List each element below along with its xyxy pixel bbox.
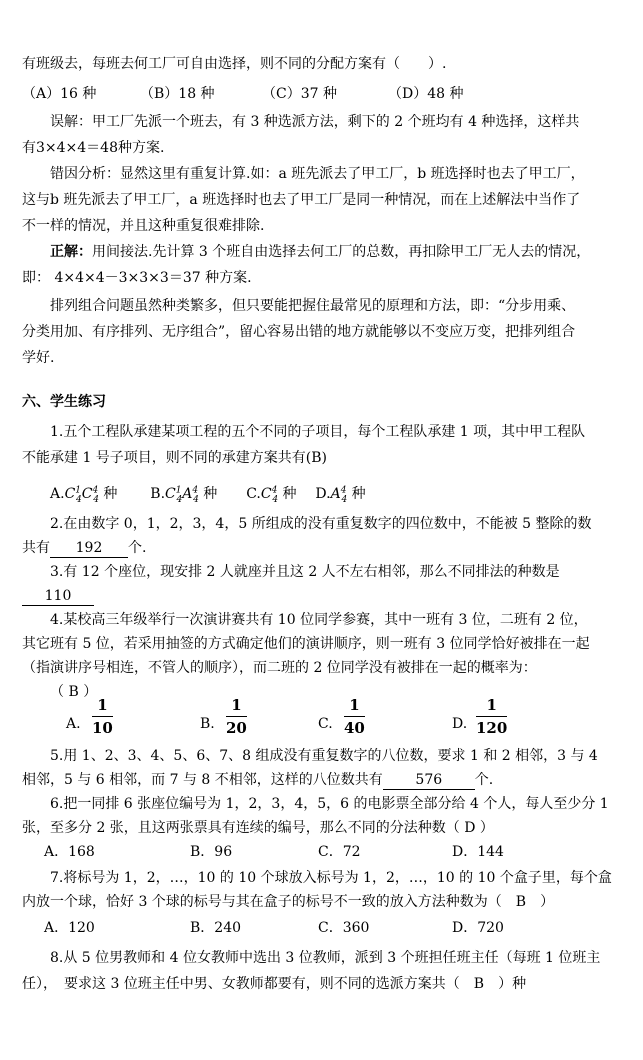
q1-option-b: $B.C^1_4A^4_4$ 种	[150, 485, 218, 505]
question-3-line	[22, 584, 94, 608]
q4-option-b-fraction: 1 20	[226, 696, 247, 737]
q4-option-d-fraction: 1 120	[476, 696, 508, 737]
error-analysis-line: 不一样的情况，并且这种重复很难排除.	[22, 218, 265, 234]
question-4-line: （指演讲序号相连，不管人的顺序），而二班的 2 位同学没有被排在一起的概率为：	[22, 660, 537, 676]
question-5-line: 5.用 1、2、3、4、5、6、7、8 组成没有重复数字的八位数，要求 1 和 2 相邻，3 与 4	[50, 748, 598, 764]
q6-option-b: B．96	[190, 844, 233, 860]
question-8-line: 任）， 要求这 3 位班主任中男、女教师都要有，则不同的选派方案共（ B ）种	[22, 976, 527, 992]
correct-solution-text: 用间接法.先计算 3 个班自由选择去何工厂的总数，再扣除甲工厂无人去的情况，	[92, 244, 591, 260]
problem-text-line: 有班级去，每班去何工厂可自由选择，则不同的分配方案有（ ）.	[22, 56, 447, 72]
q7-option-d: D．720	[452, 920, 504, 936]
summary-line: 分类用加、有序排列、无序组合”，留心容易出错的地方就能够以不变应万变，把排列组合	[22, 324, 576, 340]
question-7-line: 内放一个球，恰好 3 个球的标号与其在盒子的标号不一致的放入方法种数为（ B ）	[22, 894, 555, 910]
option-d: （D）48 种	[388, 86, 464, 102]
question-5-line: 相邻，5 与 6 相邻，而 7 与 8 不相邻，这样的八位数共有 576 个.	[22, 772, 494, 788]
q4-option-b-label: B.	[200, 716, 215, 732]
section-title: 六、学生练习	[22, 394, 106, 410]
misconception-line	[50, 110, 579, 134]
question-4-line: 4.某校高三年级举行一次演讲赛共有 10 位同学参赛，其中一班有 3 位，二班有 2 位，	[50, 612, 588, 628]
q6-option-a: A．168	[44, 844, 95, 860]
option-a: （A）16 种	[22, 86, 97, 102]
q5-answer-blank: 576	[383, 771, 475, 790]
question-6-line: 6.把一同排 6 张座位编号为 1，2，3，4，5，6 的电影票全部分给 4 个人，每人至少分 1	[50, 796, 609, 812]
question-3-line: 3.有 12 个座位，现安排 2 人就座并且这 2 人不左右相邻，那么不同排法的种数是	[50, 564, 560, 580]
misconception-line: 有3×4×4＝48种方案.	[22, 140, 165, 156]
error-analysis-line: 错因分析：显然这里有重复计算.如：a 班先派去了甲工厂，b 班选择时也去了甲工厂，	[50, 166, 585, 182]
option-b: （B）18 种	[140, 86, 215, 102]
q4-option-c-label: C.	[318, 716, 333, 732]
q1-option-c: $C.C^4_4$ 种	[246, 485, 297, 505]
question-1-line: 不能承建 1 号子项目，则不同的承建方案共有(B)	[22, 450, 328, 466]
question-4-line: 其它班有 5 位，若采用抽签的方式确定他们的演讲顺序，则一班有 3 位同学恰好被排在一起	[22, 636, 590, 652]
q4-option-c-fraction: 1 40	[344, 696, 365, 737]
question-1-options	[50, 482, 366, 506]
question-2-line: 共有 192 个.	[22, 540, 147, 556]
summary-line: 排列组合问题虽然种类繁多，但只要能把握住最常见的原理和方法，即：“分步用乘、	[50, 298, 576, 314]
question-6-line: 张，至多分 2 张，且这两张票具有连续的编号，那么不同的分法种数（ D ）	[22, 820, 494, 836]
q3-answer-blank: 110	[22, 587, 94, 606]
q1-option-a: $A.C^1_4C^4_4$ 种	[50, 485, 118, 505]
q4-option-a-fraction: 1 10	[92, 696, 113, 737]
question-2-line: 2.在由数字 0，1，2，3，4，5 所组成的没有重复数字的四位数中，不能被 5 整除的数	[50, 516, 592, 532]
misconception-label: 误解：	[50, 114, 92, 130]
misconception-text: 甲工厂先派一个班去，有 3 种选派方法，剩下的 2 个班均有 4 种选择，这样共	[92, 114, 580, 130]
q1-option-d: $D.A^4_4$ 种	[315, 485, 366, 505]
q2-answer-blank: 192	[50, 539, 128, 558]
q7-option-a: A．120	[44, 920, 95, 936]
question-1-line: 1.五个工程队承建某项工程的五个不同的子项目，每个工程队承建 1 项，其中甲工程队	[50, 424, 586, 440]
option-c: （C）37 种	[262, 86, 337, 102]
q4-answer: （ B ）	[50, 684, 98, 700]
question-7-line: 7.将标号为 1，2，…，10 的 10 个球放入标号为 1，2，…，10 的 10 个盒子里，每个盒	[50, 870, 612, 886]
q4-option-a-label: A.	[66, 716, 81, 732]
q6-option-d: D．144	[452, 844, 504, 860]
correct-solution-label: 正解：	[50, 244, 92, 260]
question-8-line: 8.从 5 位男教师和 4 位女教师中选出 3 位教师，派到 3 个班担任班主任（每班 1 位班主	[50, 950, 601, 966]
summary-line: 学好.	[22, 350, 55, 366]
q7-option-b: B．240	[190, 920, 242, 936]
q4-option-d-label: D.	[452, 716, 468, 732]
q6-option-c: C．72	[318, 844, 361, 860]
correct-solution-line: 即： 4×4×4－3×3×3＝37 种方案.	[22, 270, 252, 286]
q7-option-c: C．360	[318, 920, 370, 936]
correct-solution-line	[50, 240, 590, 264]
error-analysis-line: 这与b 班先派去了甲工厂，a 班选择时也去了甲工厂是同一种情况，而在上述解法中当作了	[22, 192, 581, 208]
